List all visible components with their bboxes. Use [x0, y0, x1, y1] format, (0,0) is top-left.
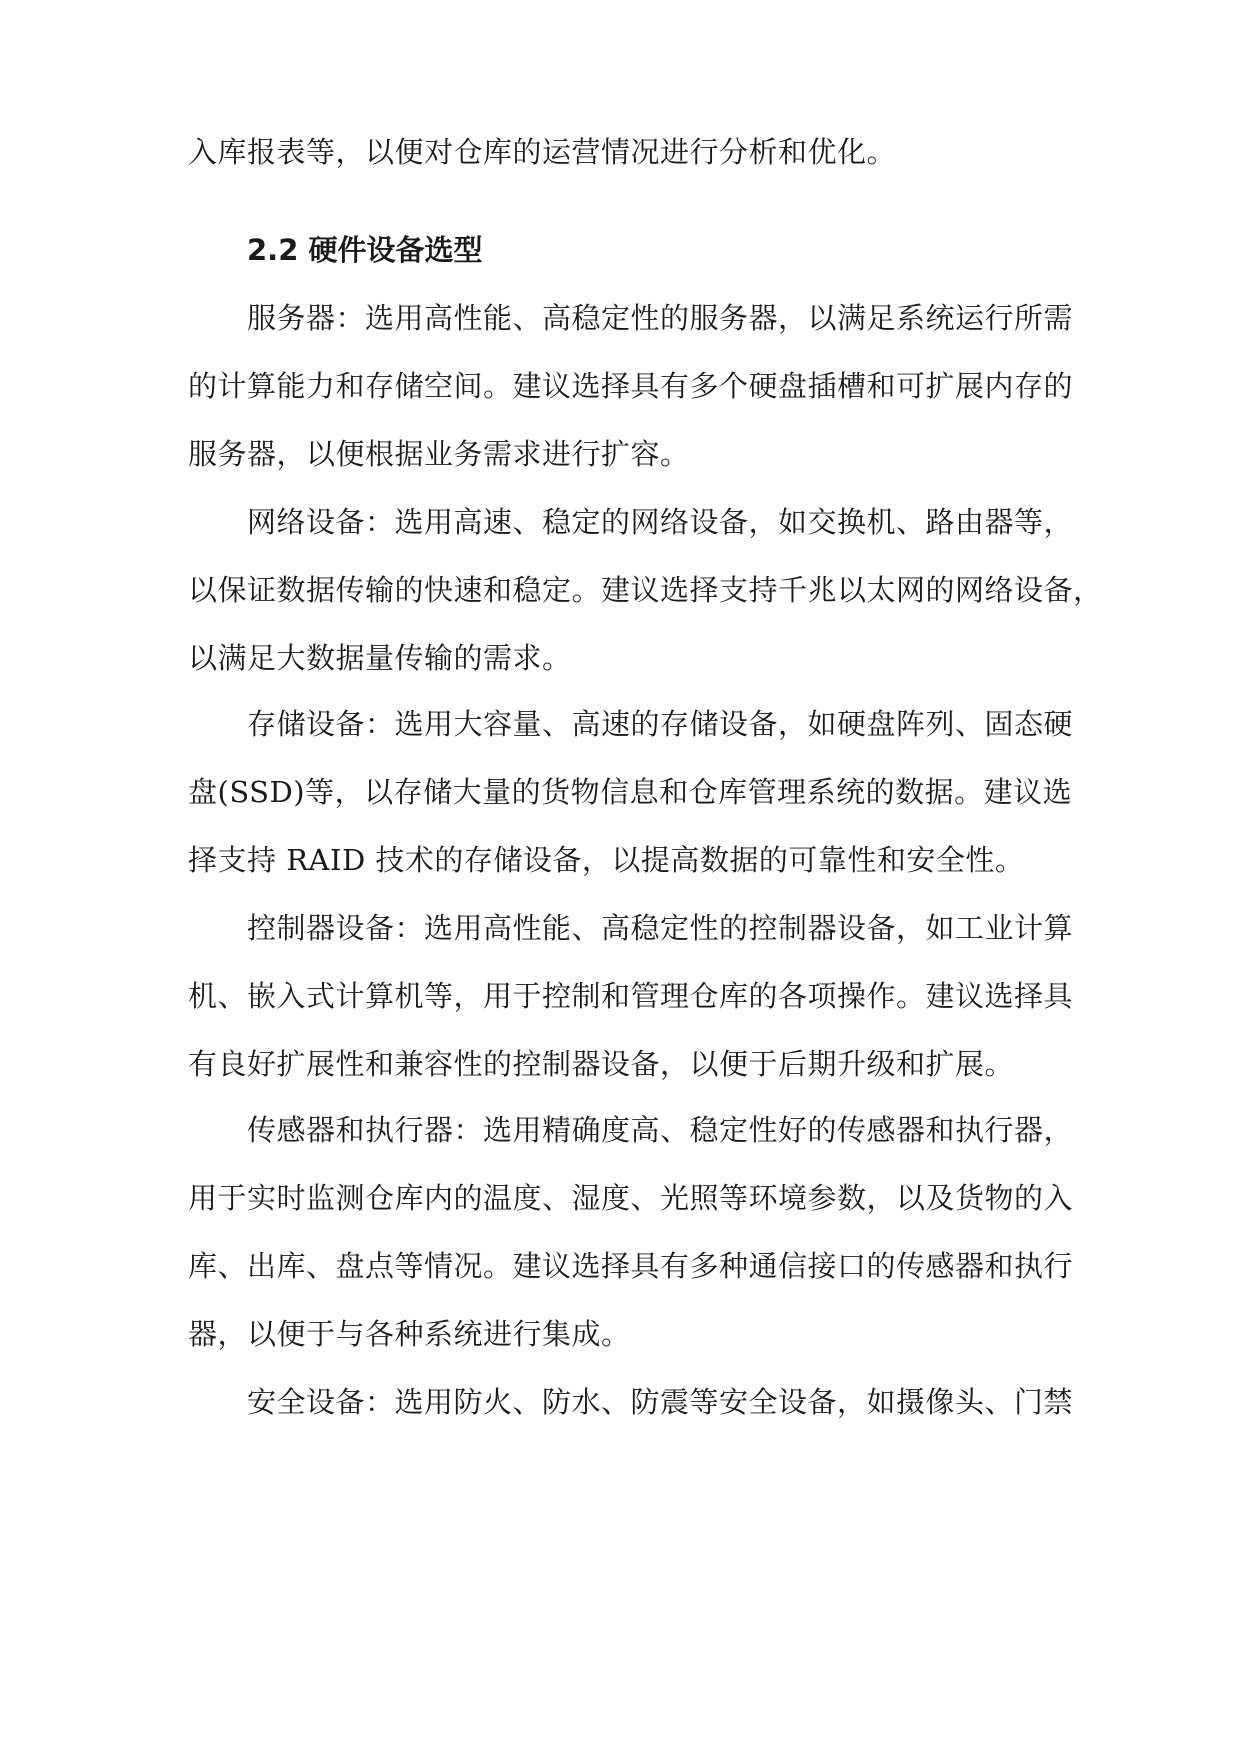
- paragraph-line: 入库报表等，以便对仓库的运营情况进行分析和优化。: [188, 135, 897, 169]
- paragraph-line: 服务器，以便根据业务需求进行扩容。: [188, 437, 690, 471]
- paragraph-line: 控制器设备：选用高性能、高稳定性的控制器设备，如工业计算: [247, 911, 1074, 945]
- paragraph-line: 存储设备：选用大容量、高速的存储设备，如硬盘阵列、固态硬: [247, 707, 1074, 741]
- paragraph-line: 有良好扩展性和兼容性的控制器设备，以便于后期升级和扩展。: [188, 1047, 1015, 1081]
- paragraph-line: 器，以便于与各种系统进行集成。: [188, 1317, 631, 1351]
- paragraph-line: 机、嵌入式计算机等，用于控制和管理仓库的各项操作。建议选择具: [188, 979, 1074, 1013]
- section-heading: 2.2 硬件设备选型: [247, 233, 483, 267]
- paragraph-line: 择支持 RAID 技术的存储设备，以提高数据的可靠性和安全性。: [188, 843, 1025, 877]
- paragraph-line: 盘(SSD)等，以存储大量的货物信息和仓库管理系统的数据。建议选: [188, 775, 1073, 809]
- paragraph-line: 用于实时监测仓库内的温度、湿度、光照等环境参数，以及货物的入: [188, 1181, 1074, 1215]
- paragraph-line: 服务器：选用高性能、高稳定性的服务器，以满足系统运行所需: [247, 301, 1074, 335]
- paragraph-line: 的计算能力和存储空间。建议选择具有多个硬盘插槽和可扩展内存的: [188, 369, 1074, 403]
- paragraph-line: 以满足大数据量传输的需求。: [188, 641, 572, 675]
- paragraph-line: 安全设备：选用防火、防水、防震等安全设备，如摄像头、门禁: [247, 1385, 1074, 1419]
- paragraph-line: 库、出库、盘点等情况。建议选择具有多种通信接口的传感器和执行: [188, 1249, 1074, 1283]
- paragraph-line: 网络设备：选用高速、稳定的网络设备，如交换机、路由器等，: [247, 505, 1074, 539]
- paragraph-line: 以保证数据传输的快速和稳定。建议选择支持千兆以太网的网络设备，: [188, 573, 1103, 607]
- paragraph-line: 传感器和执行器：选用精确度高、稳定性好的传感器和执行器，: [247, 1113, 1074, 1147]
